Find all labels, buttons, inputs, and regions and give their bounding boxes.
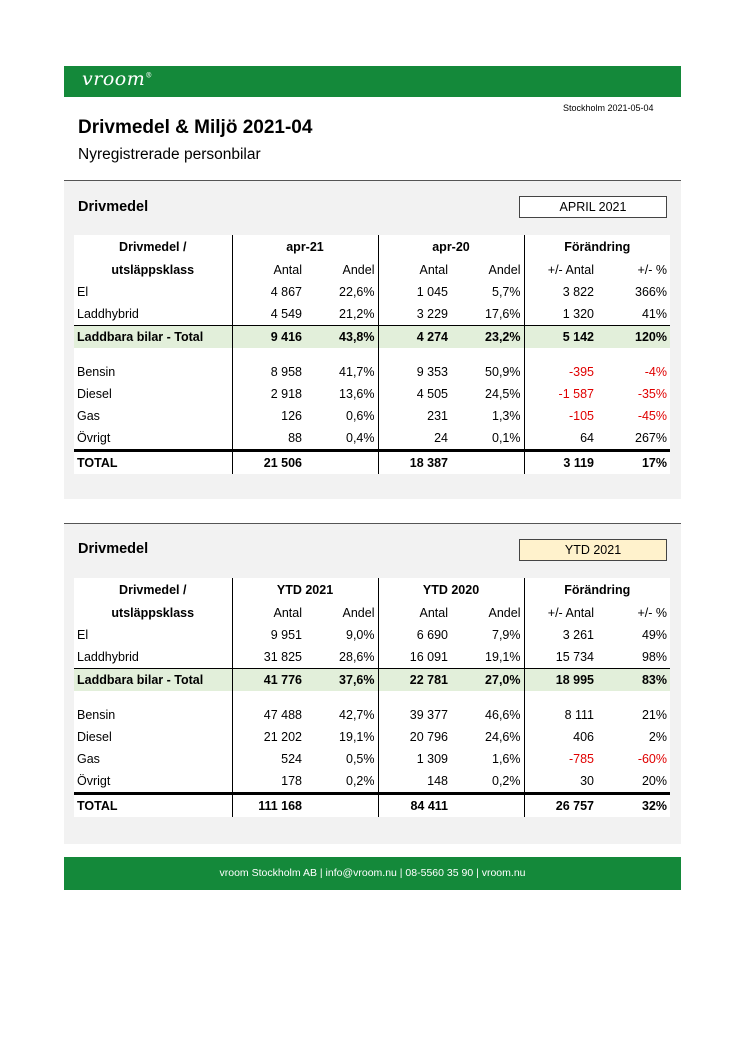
table-cell: 27,0% [451, 669, 524, 692]
table-cell: 8 958 [270, 365, 302, 379]
table-cell: 32% [597, 794, 670, 818]
table-cell: 16 091 [409, 650, 448, 664]
column-group-header: apr-20 [378, 235, 524, 258]
column-header: Antal [273, 605, 302, 620]
table-row [74, 624, 670, 646]
table-cell: Gas [74, 405, 232, 427]
table-cell: 49% [641, 628, 667, 642]
table-cell: 64 [580, 431, 594, 445]
table-cell: 22,6% [305, 281, 378, 303]
table-cell: -4% [644, 365, 667, 379]
table-cell: Bensin [74, 704, 232, 726]
table-cell [305, 451, 378, 475]
table-cell: Diesel [74, 383, 232, 405]
table-cell: 19,1% [451, 646, 524, 669]
table-cell: Bensin [74, 361, 232, 383]
column-header: utsläppsklass [74, 258, 232, 281]
table-cell: 46,6% [451, 704, 524, 726]
table-cell: 231 [427, 409, 448, 423]
table-cell: 267% [635, 431, 667, 445]
period-box: APRIL 2021 [519, 196, 667, 218]
table-cell: 30 [580, 774, 594, 788]
table-cell: -395 [568, 365, 594, 379]
column-header: Andel [451, 601, 524, 624]
table-cell: 84 411 [378, 794, 451, 818]
column-group-header: apr-21 [232, 235, 378, 258]
header-bar [64, 66, 681, 97]
table-cell: 4 505 [416, 387, 448, 401]
table-cell: 18 387 [378, 451, 451, 475]
table-cell: -45% [637, 409, 667, 423]
table-cell: 24 [434, 431, 448, 445]
table-cell: 9 353 [416, 365, 448, 379]
column-header: Antal [273, 262, 302, 277]
table-cell: Övrigt [74, 427, 232, 451]
subtotal-row [74, 326, 670, 349]
table-cell: 366% [635, 285, 667, 299]
table-cell: 28,6% [305, 646, 378, 669]
table-cell: 1 045 [416, 285, 448, 299]
table-cell: 2 918 [270, 387, 302, 401]
table-cell: 1,3% [451, 405, 524, 427]
table-cell: 88 [288, 431, 302, 445]
table-cell: 22 781 [378, 669, 451, 692]
table-cell: 111 168 [232, 794, 305, 818]
subtotal-row [74, 669, 670, 692]
column-group-header: YTD 2020 [378, 578, 524, 601]
table-cell: 3 229 [416, 307, 448, 321]
column-group-header: Förändring [564, 582, 631, 597]
table-cell: 15 734 [555, 650, 594, 664]
table-cell [451, 451, 524, 475]
table-row [74, 383, 670, 405]
table-cell: 21 202 [263, 730, 302, 744]
table-cell: 0,4% [305, 427, 378, 451]
column-header: Andel [305, 601, 378, 624]
table-cell: 23,2% [451, 326, 524, 349]
table-cell: 26 757 [524, 794, 597, 818]
table-cell: -785 [568, 752, 594, 766]
table-cell: -1 587 [558, 387, 594, 401]
table-row [74, 646, 670, 669]
table-row [74, 748, 670, 770]
column-header: +/- % [637, 605, 667, 620]
table-cell: 98% [641, 650, 667, 664]
section-title: Drivmedel [78, 199, 149, 215]
table-cell: 50,9% [451, 361, 524, 383]
column-header: Andel [305, 258, 378, 281]
table-cell: 2% [648, 730, 667, 744]
table-cell: 3 261 [562, 628, 594, 642]
table-cell: TOTAL [74, 451, 232, 475]
total-row [74, 794, 670, 818]
table-cell: 5,7% [451, 281, 524, 303]
table-cell: 18 995 [524, 669, 597, 692]
table-cell: Laddhybrid [74, 303, 232, 326]
table-cell: 17% [597, 451, 670, 475]
table-cell: -105 [568, 409, 594, 423]
table-cell: 19,1% [305, 726, 378, 748]
column-group-header: Förändring [564, 239, 631, 254]
table-cell: 5 142 [524, 326, 597, 349]
column-header: +/- Antal [547, 605, 594, 620]
table-cell: 3 119 [524, 451, 597, 475]
column-group-header: YTD 2021 [232, 578, 378, 601]
document-date: Stockholm 2021-05-04 [563, 103, 654, 113]
column-header: Drivmedel / [74, 235, 232, 258]
table-cell: 13,6% [305, 383, 378, 405]
table-cell: 42,7% [305, 704, 378, 726]
table-cell: 0,2% [451, 770, 524, 794]
table-cell: 39 377 [409, 708, 448, 722]
table-cell: 9,0% [305, 624, 378, 646]
total-row [74, 451, 670, 475]
table-cell: 0,5% [305, 748, 378, 770]
table-cell: 148 [427, 774, 448, 788]
table-cell: 126 [281, 409, 302, 423]
table-cell: 24,6% [451, 726, 524, 748]
table-cell: 178 [281, 774, 302, 788]
table-cell: 4 549 [270, 307, 302, 321]
fuel-table [74, 235, 670, 474]
table-cell: 4 867 [270, 285, 302, 299]
table-cell: Laddbara bilar - Total [74, 669, 232, 692]
table-row [74, 281, 670, 303]
table-cell: 524 [281, 752, 302, 766]
table-cell: Övrigt [74, 770, 232, 794]
table-cell: 20 796 [409, 730, 448, 744]
table-cell: 17,6% [451, 303, 524, 326]
table-cell: 31 825 [263, 650, 302, 664]
table-cell: 20% [641, 774, 667, 788]
table-cell: El [74, 281, 232, 303]
section-title: Drivmedel [78, 541, 149, 557]
table-cell: 37,6% [305, 669, 378, 692]
table-cell: 41 776 [232, 669, 305, 692]
table-cell: 8 111 [564, 708, 594, 722]
table-cell: 21% [641, 708, 667, 722]
table-cell: Laddbara bilar - Total [74, 326, 232, 349]
column-header: +/- % [637, 262, 667, 277]
table-row [74, 405, 670, 427]
table-cell: -60% [637, 752, 667, 766]
table-cell: 41% [641, 307, 667, 321]
column-header: Andel [451, 258, 524, 281]
table-row [74, 704, 670, 726]
column-header: Antal [419, 262, 448, 277]
table-cell: 4 274 [378, 326, 451, 349]
table-cell: 24,5% [451, 383, 524, 405]
table-cell: Gas [74, 748, 232, 770]
table-cell: 9 416 [232, 326, 305, 349]
table-cell: 41,7% [305, 361, 378, 383]
table-cell: 1 309 [416, 752, 448, 766]
table-cell: -35% [637, 387, 667, 401]
page-subtitle: Nyregistrerade personbilar [78, 146, 261, 163]
table-cell: 0,2% [305, 770, 378, 794]
table-row [74, 770, 670, 794]
table-cell: 43,8% [305, 326, 378, 349]
table-row [74, 427, 670, 451]
table-cell: 6 690 [416, 628, 448, 642]
column-header: Antal [419, 605, 448, 620]
table-cell: 0,1% [451, 427, 524, 451]
table-cell [451, 794, 524, 818]
column-header: Drivmedel / [74, 578, 232, 601]
page-title: Drivmedel & Miljö 2021-04 [78, 117, 313, 138]
table-cell: 83% [597, 669, 670, 692]
column-header: utsläppsklass [74, 601, 232, 624]
table-cell: 120% [597, 326, 670, 349]
vroom-logo: vroom® [82, 68, 153, 90]
footer-bar: vroom Stockholm AB | info@vroom.nu | 08-5560 35 90 | vroom.nu [64, 857, 681, 890]
table-row [74, 303, 670, 326]
table-cell: 406 [573, 730, 594, 744]
table-cell: 21,2% [305, 303, 378, 326]
table-cell: 9 951 [270, 628, 302, 642]
table-cell: Diesel [74, 726, 232, 748]
table-row [74, 361, 670, 383]
table-cell: El [74, 624, 232, 646]
table-cell: 0,6% [305, 405, 378, 427]
table-cell: 7,9% [451, 624, 524, 646]
column-header: +/- Antal [547, 262, 594, 277]
table-cell [305, 794, 378, 818]
fuel-table [74, 578, 670, 817]
table-cell: 1 320 [562, 307, 594, 321]
table-cell: Laddhybrid [74, 646, 232, 669]
table-cell: 3 822 [562, 285, 594, 299]
table-cell: TOTAL [74, 794, 232, 818]
period-box: YTD 2021 [519, 539, 667, 561]
table-cell: 21 506 [232, 451, 305, 475]
table-cell: 1,6% [451, 748, 524, 770]
table-cell: 47 488 [263, 708, 302, 722]
table-row [74, 726, 670, 748]
